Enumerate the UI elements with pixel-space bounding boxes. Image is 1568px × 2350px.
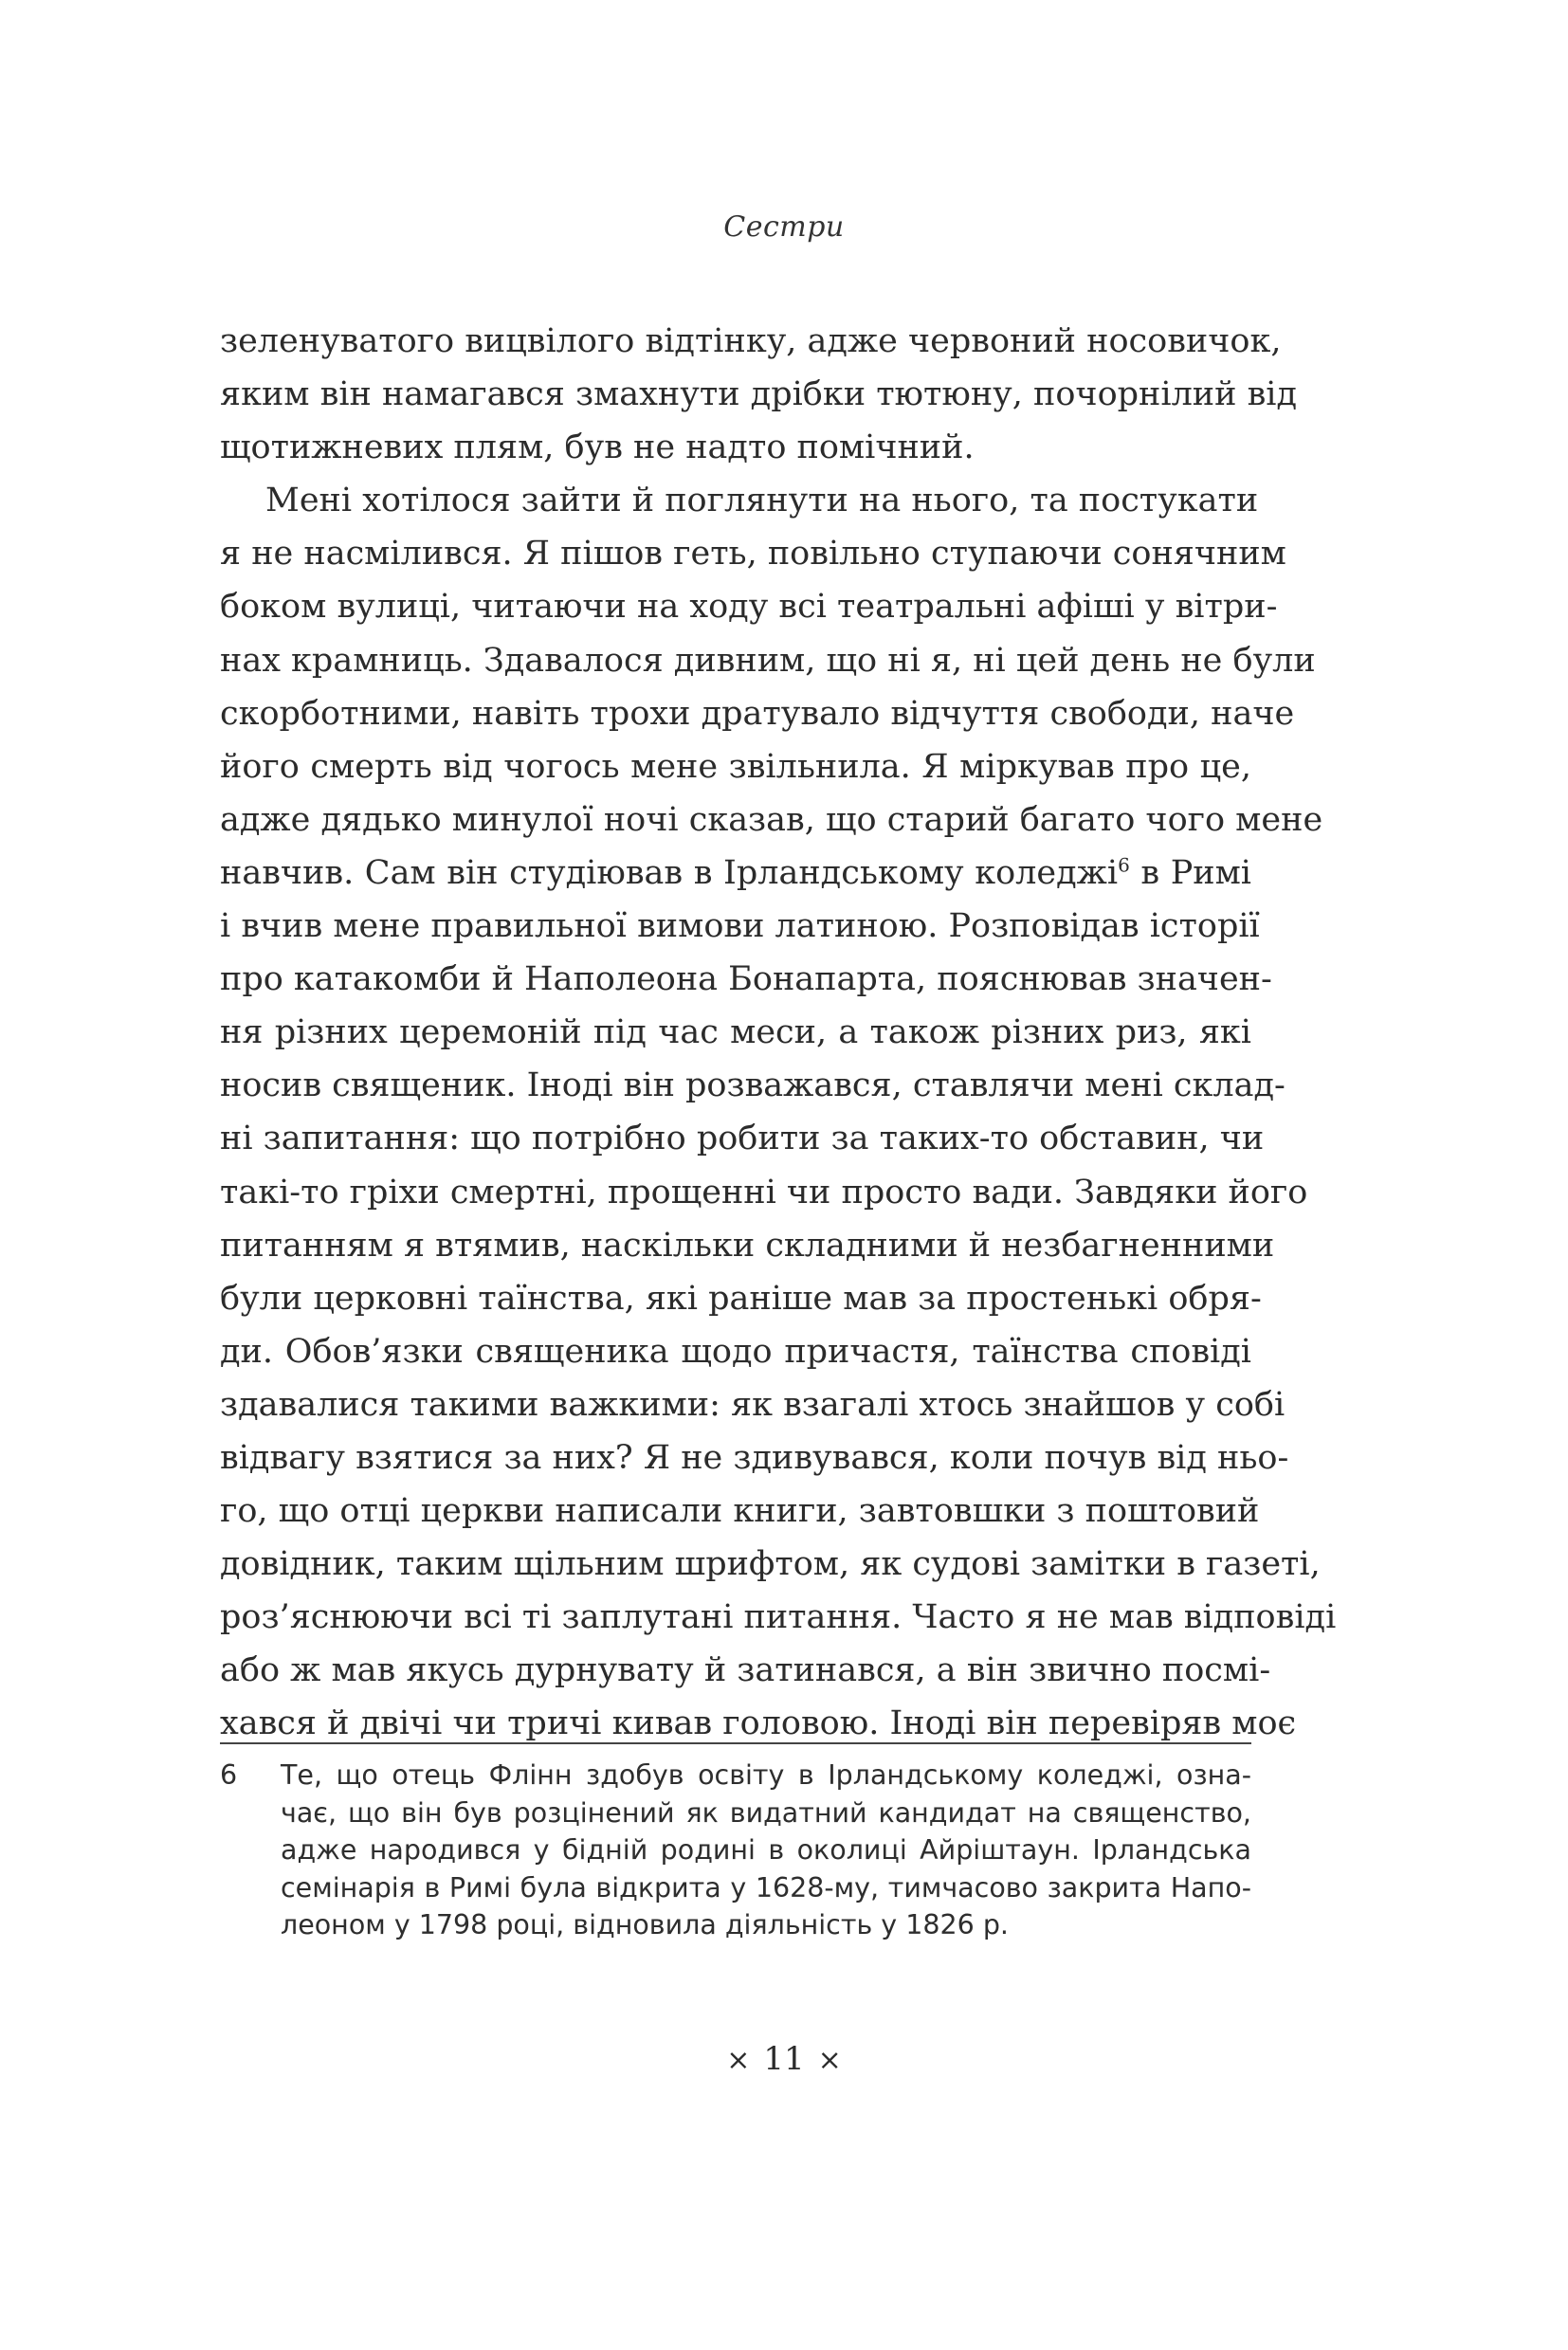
- footnote-number: 6: [220, 1759, 238, 1791]
- text-line-with-footnote-ref: [220, 847, 1251, 900]
- footnote-body: [281, 1757, 1251, 1944]
- footnote-line: чає, що він був розцінений як видатний кандидат на священство,: [281, 1796, 1251, 1829]
- page-number-value: 11: [763, 2040, 805, 2078]
- text-line: яким він намагався змахнути дрібки тютюну, почорнілий від: [220, 375, 1298, 414]
- footnote-line: семінарія в Римі була відкрита у 1628-му, тимчасово закрита Напо-: [281, 1871, 1251, 1904]
- text-line: відвагу взятися за них? Я не здивувався, коли почув від ньо-: [220, 1438, 1289, 1477]
- running-head: Сестри: [723, 210, 845, 244]
- footnote: [220, 1757, 1251, 1944]
- footnote-line: леоном у 1798 році, відновила діяльність у 1826 р.: [281, 1909, 1009, 1941]
- text-line: ди. Обов’язки священика щодо причастя, таїнства сповіді: [220, 1332, 1251, 1371]
- text-line: хався й двічі чи тричі кивав головою. Іноді він перевіряв моє: [220, 1704, 1297, 1743]
- text-line: щотижневих плям, був не надто помічний.: [220, 428, 975, 467]
- text-line: були церковні таїнства, які раніше мав за простенькі обря-: [220, 1279, 1262, 1318]
- text-line: і вчив мене правильної вимови латиною. Розповідав історії: [220, 907, 1260, 946]
- text-line: скорботними, навіть трохи дратувало відчуття свободи, наче: [220, 694, 1295, 733]
- folio-ornament-left: ×: [726, 2044, 751, 2077]
- text-line: про катакомби й Наполеона Бонапарта, пояснював значен-: [220, 960, 1272, 999]
- text-line: або ж мав якусь дурнувату й затинався, а він звично посмі-: [220, 1651, 1271, 1690]
- text-line-tail: в Римі: [1129, 853, 1251, 892]
- text-line: я не насмілився. Я пішов геть, повільно ступаючи сонячним: [220, 535, 1286, 574]
- text-line: його смерть від чогось мене звільнила. Я міркував про це,: [220, 747, 1251, 786]
- text-line: довідник, таким щільним шрифтом, як судові замітки в газеті,: [220, 1545, 1321, 1584]
- text-line: нах крамниць. Здавалося дивним, що ні я, ні цей день не були: [220, 641, 1316, 680]
- footnote-line: Те, що отець Флінн здобув освіту в Ірландському коледжі, озна-: [281, 1759, 1251, 1791]
- text-line: адже дядько минулої ночі сказав, що старий багато чого мене: [220, 800, 1323, 839]
- text-line: носив священик. Іноді він розважався, ставлячи мені склад-: [220, 1066, 1285, 1105]
- text-line: здавалися такими важкими: як взагалі хтось знайшов у собі: [220, 1385, 1285, 1424]
- footnote-divider: [220, 1742, 1251, 1744]
- footnote-ref[interactable]: 6: [1118, 853, 1130, 877]
- text-line: боком вулиці, читаючи на ходу всі театральні афіші у вітри-: [220, 588, 1278, 627]
- text-line-head: навчив. Сам він студіював в Ірландському коледжі: [220, 853, 1119, 892]
- text-line: ні запитання: що потрібно робити за таких-то обставин, чи: [220, 1120, 1265, 1158]
- text-line: зеленуватого вицвілого відтінку, адже червоний носовичок,: [220, 322, 1282, 360]
- page-number: [0, 2040, 1568, 2078]
- folio-ornament-right: ×: [817, 2044, 842, 2077]
- footnote-line: адже народився у бідній родині в околиці Айріштаун. Ірландська: [281, 1834, 1251, 1867]
- text-line: питанням я втямив, наскільки складними й незбагненними: [220, 1226, 1275, 1265]
- body-text: [220, 315, 1337, 1751]
- text-line: го, що отці церкви написали книги, завтовшки з поштовий: [220, 1492, 1260, 1531]
- text-line: такі-то гріхи смертні, прощенні чи просто вади. Завдяки його: [220, 1173, 1308, 1211]
- text-line: ня різних церемоній під час меси, а також різних риз, які: [220, 1013, 1251, 1052]
- text-line: роз’яснюючи всі ті заплутані питання. Часто я не мав відповіді: [220, 1598, 1337, 1637]
- text-line: Мені хотілося зайти й поглянути на нього, та постукати: [265, 482, 1259, 520]
